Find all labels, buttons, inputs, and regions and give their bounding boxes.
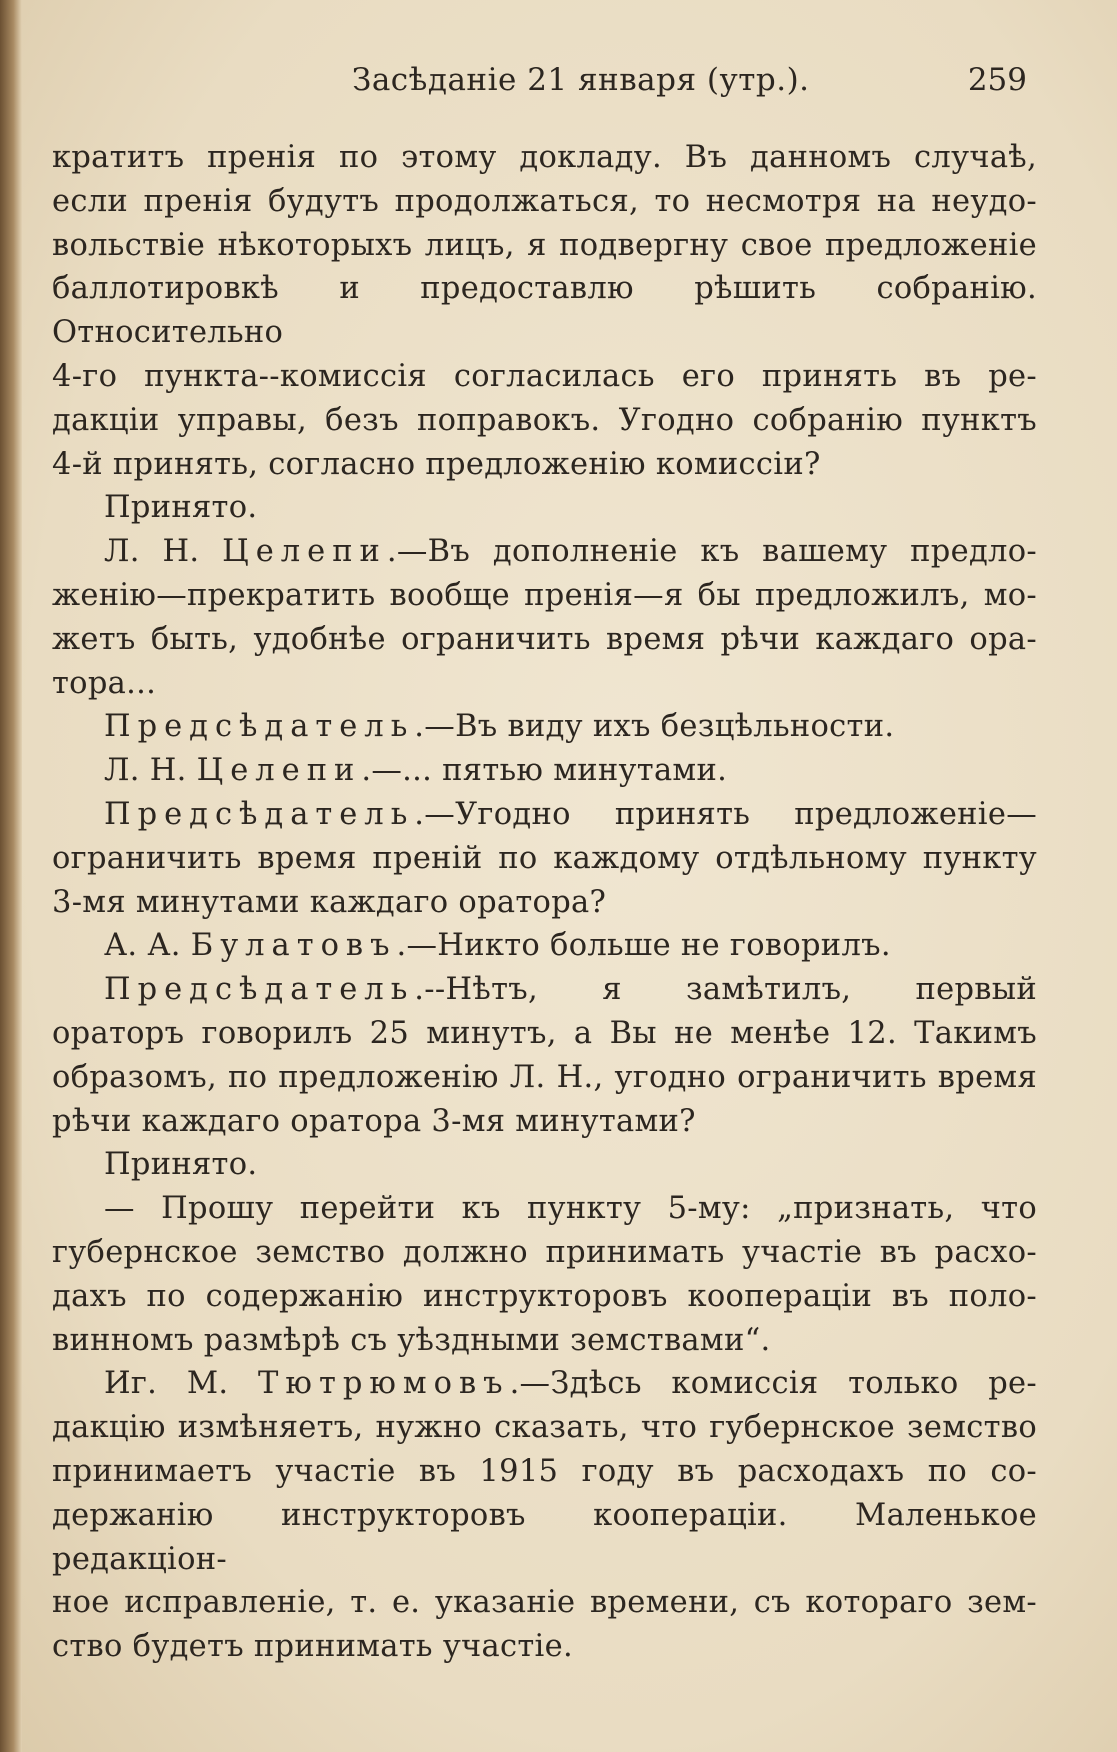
line-text: ство будетъ принимать участіе. — [52, 1629, 573, 1665]
line-text: ораторъ говорилъ 25 минутъ, а Вы не менѣе 12. Такимъ — [52, 1015, 1037, 1051]
text-line — [52, 267, 1037, 355]
line-text: ное исправленіе, т. е. указаніе времени, съ котораго зем- — [52, 1585, 1037, 1621]
text-line — [52, 924, 1037, 968]
body-text — [52, 136, 1037, 1669]
line-text: дакцію измѣняетъ, нужно сказать, что губернское земство — [52, 1410, 1037, 1446]
text-line — [52, 618, 1037, 662]
line-text: 4-го пункта--комиссія согласилась его принять въ ре- — [52, 358, 1037, 394]
line-text: .—Здѣсь комиссія только ре- — [509, 1366, 1037, 1402]
text-line — [52, 793, 1037, 837]
line-text: Принято. — [104, 1147, 258, 1183]
text-line — [52, 662, 1037, 706]
book-page — [22, 0, 1117, 1752]
text-line — [52, 1012, 1037, 1056]
line-text: принимаетъ участіе въ 1915 году въ расходахъ по со- — [52, 1453, 1037, 1489]
line-text: дакціи управы, безъ поправокъ. Угодно собранію пунктъ — [52, 402, 1037, 438]
speaker-name: Предсѣдатель — [104, 972, 415, 1008]
text-line — [52, 1231, 1037, 1275]
line-text: .—Угодно принять предложеніе— — [414, 796, 1037, 832]
speaker-name: Предсѣдатель — [104, 796, 415, 832]
line-text: жетъ быть, удобнѣе ограничить время рѣчи каждаго ора- — [52, 621, 1037, 657]
line-text: .—... пятью минутами. — [361, 753, 728, 789]
text-line — [52, 180, 1037, 224]
text-line — [52, 1406, 1037, 1450]
text-line — [52, 224, 1037, 268]
line-text: тора... — [52, 665, 157, 701]
line-text: дахъ по содержанію инструкторовъ коопераціи въ поло- — [52, 1278, 1037, 1314]
text-line — [52, 705, 1037, 749]
text-line — [52, 1494, 1037, 1582]
line-text: Л. Н. — [104, 753, 197, 789]
text-line — [52, 1319, 1037, 1363]
line-text: если пренія будутъ продолжаться, то несмотря на неудо- — [52, 183, 1037, 219]
line-text: .—Въ дополненіе къ вашему предло- — [386, 534, 1037, 570]
line-text: губернское земство должно принимать участіе въ расхо- — [52, 1234, 1037, 1270]
line-text: вольствіе нѣкоторыхъ лицъ, я подвергну свое предложеніе — [52, 227, 1037, 263]
book-spine-shadow — [0, 0, 22, 1752]
line-text: .--Нѣтъ, я замѣтилъ, первый — [414, 972, 1037, 1008]
text-line — [52, 968, 1037, 1012]
speaker-name: Предсѣдатель — [104, 709, 415, 745]
text-line — [52, 1187, 1037, 1231]
text-line — [52, 136, 1037, 180]
page-header — [52, 62, 1027, 106]
line-text: .—Въ виду ихъ безцѣльности. — [414, 709, 895, 745]
line-text: баллотировкѣ и предоставлю рѣшить собранію. Относительно — [52, 271, 1037, 351]
line-text: Иг. М. — [104, 1366, 259, 1402]
line-text: держанію инструкторовъ коопераціи. Маленькое редакціон- — [52, 1497, 1037, 1577]
text-line — [52, 1362, 1037, 1406]
speaker-name: Целепи — [222, 534, 387, 570]
page-number: 259 — [967, 62, 1027, 98]
text-line — [52, 837, 1037, 881]
text-line — [52, 486, 1037, 530]
line-text: ограничить время преній по каждому отдѣльному пункту — [52, 840, 1037, 876]
text-line — [52, 1143, 1037, 1187]
speaker-name: Целепи — [196, 753, 362, 789]
line-text: 4-й принять, согласно предложенію комиссіи? — [52, 446, 821, 482]
text-line — [52, 530, 1037, 574]
running-head: Засѣданіе 21 января (утр.). — [352, 62, 810, 98]
line-text: винномъ размѣрѣ съ уѣздными земствами“. — [52, 1322, 771, 1358]
text-line — [52, 1275, 1037, 1319]
speaker-name: Тютрюмовъ — [258, 1366, 510, 1402]
line-text: 3-мя минутами каждаго оратора? — [52, 884, 607, 920]
line-text: женію—прекратить вообще пренія—я бы предложилъ, мо- — [52, 577, 1037, 613]
text-line — [52, 399, 1037, 443]
text-line — [52, 443, 1037, 487]
text-line — [52, 1056, 1037, 1100]
text-line — [52, 749, 1037, 793]
text-line — [52, 881, 1037, 925]
line-text: рѣчи каждаго оратора 3-мя минутами? — [52, 1103, 696, 1139]
line-text: образомъ, по предложенію Л. Н., угодно ограничить время — [52, 1059, 1037, 1095]
text-line — [52, 1450, 1037, 1494]
line-text: .—Никто больше не говорилъ. — [396, 928, 891, 964]
line-text: А. А. — [104, 928, 191, 964]
line-text: Л. Н. — [104, 534, 223, 570]
line-text: — Прошу перейти къ пункту 5-му: „признать, что — [104, 1191, 1037, 1227]
line-text: кратитъ пренія по этому докладу. Въ данномъ случаѣ, — [52, 140, 1037, 175]
line-text: Принято. — [104, 490, 258, 526]
speaker-name: Булатовъ — [190, 928, 397, 964]
text-line — [52, 574, 1037, 618]
text-line — [52, 355, 1037, 399]
text-line — [52, 1581, 1037, 1625]
text-line — [52, 1625, 1037, 1669]
text-line — [52, 1100, 1037, 1144]
